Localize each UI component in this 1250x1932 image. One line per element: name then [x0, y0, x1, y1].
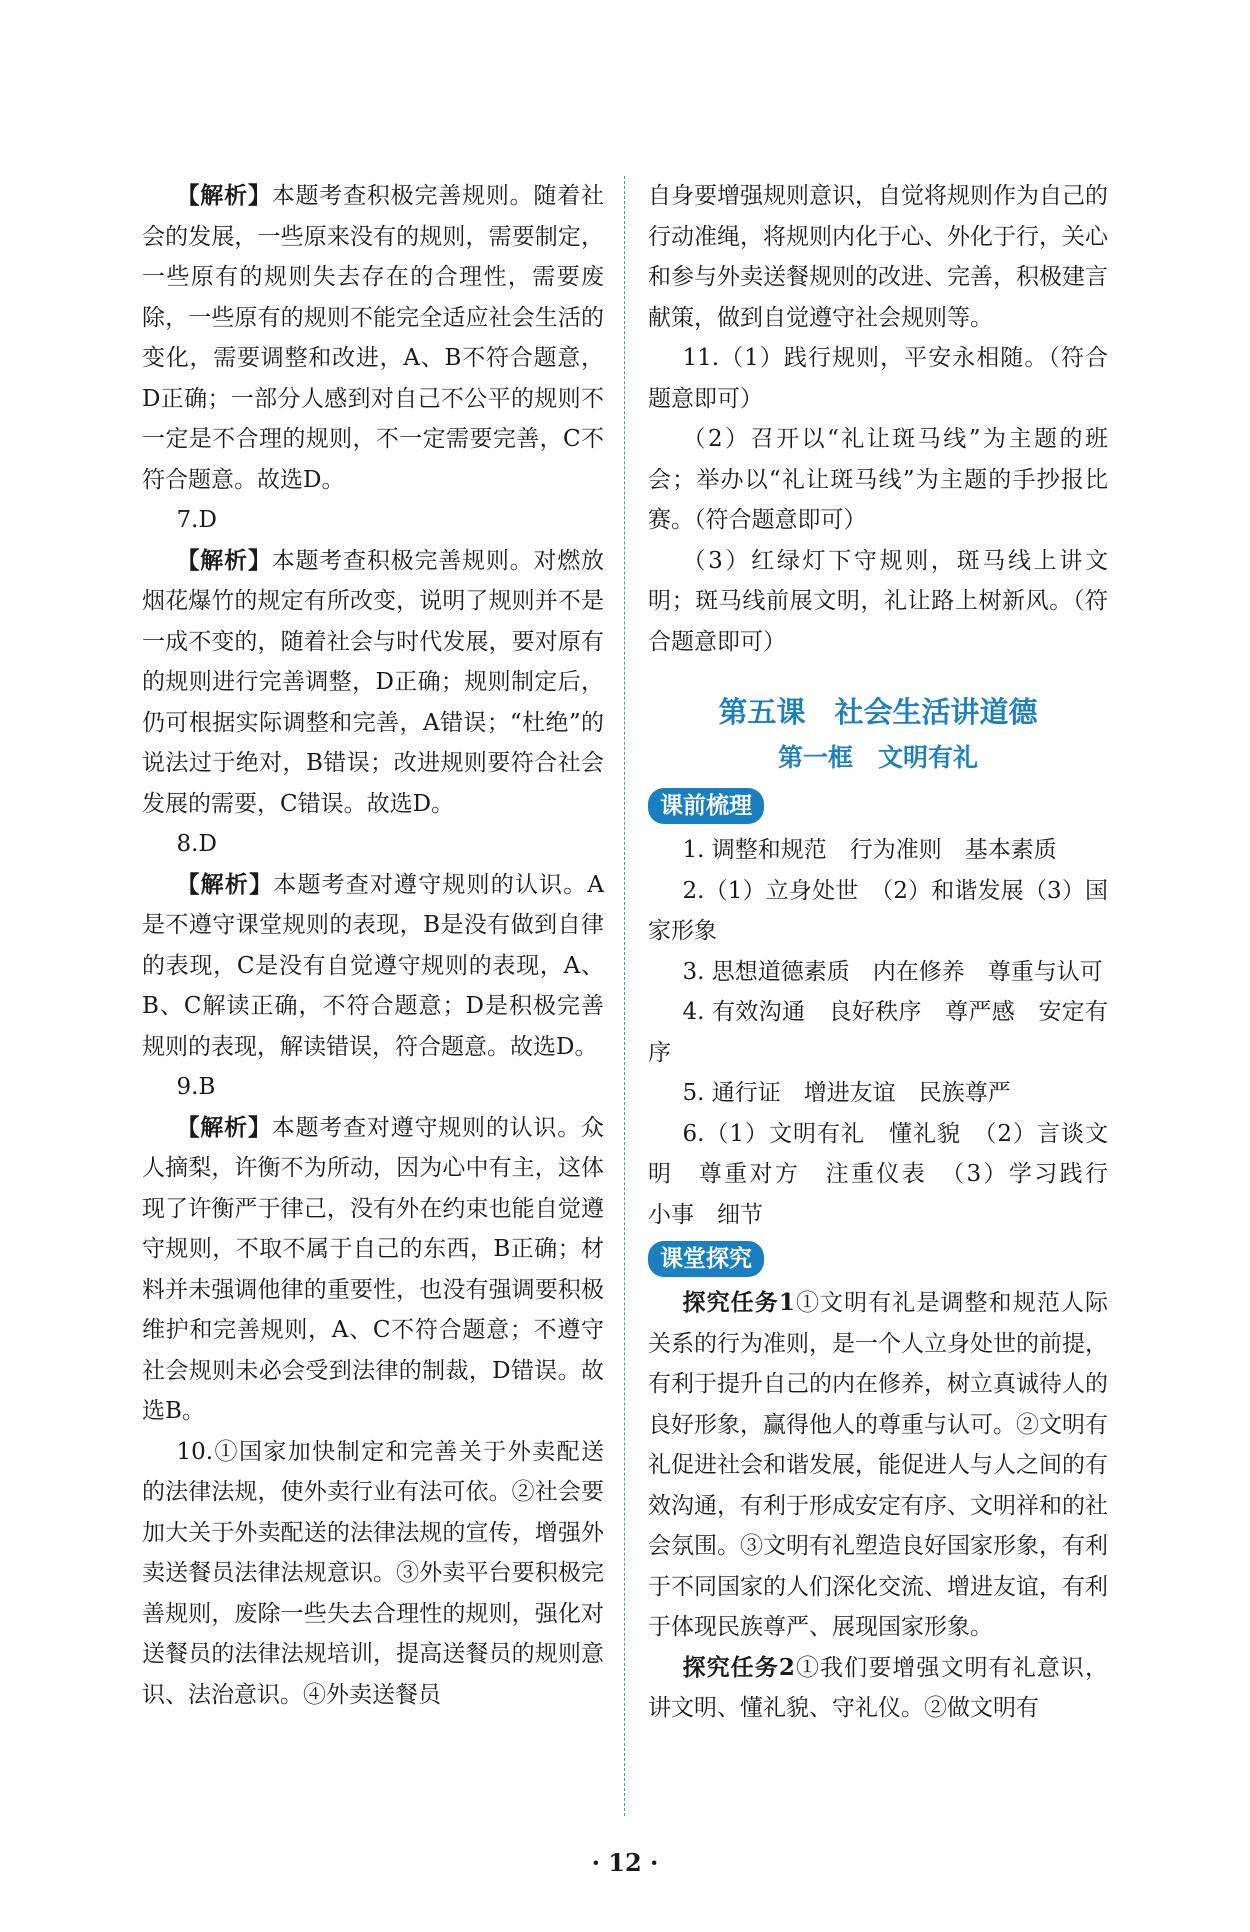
paragraph-text: 本题考查积极完善规则。对燃放烟花爆竹的规定有所改变，说明了规则并不是一成不变的，随着社会与时代发展，要对原有的规则进行完善调整，D正确；规则制定后，仍可根据实际调整和完善，A错误；“杜绝”的说法过于绝对，B错误；改进规则要符合社会发展的需要，C错误。故选D。 — [142, 547, 605, 817]
list-item: 4. 有效沟通 良好秩序 尊严感 安定有序 — [648, 999, 1108, 1066]
answer-paragraph — [142, 1432, 604, 1716]
paragraph-text: 本题考查积极完善规则。随着社会的发展，一些原来没有的规则，需要制定，一些原有的规则失去存在的合理性，需要废除，一些原有的规则不能完全适应社会生活的变化，需要调整和改进，A、B不符合题意，D正确；一部分人感到对自己不公平的规则不一定是不合理的规则，不一定需要完善，C不符合题意。故选D。 — [142, 183, 605, 493]
paragraph-text: 本题考查对遵守规则的认识。众人摘梨，许衡不为所动，因为心中有主，这体现了许衡严于律己，没有外在约束也能自觉遵守规则，不取不属于自己的东西，B正确；材料并未强调他律的重要性，也没有强调要积极维护和完善规则，A、C不符合题意；不遵守社会规则未必会受到法律的制裁，D错误。故选B。 — [142, 1114, 605, 1424]
list-item: 3. 思想道德素质 内在修养 尊重与认可 — [682, 958, 1103, 985]
column-divider — [624, 176, 625, 1816]
paragraph-text: ①我们要增强文明有礼意识，讲文明、懂礼貌、守礼仪。②做文明有 — [648, 1654, 1108, 1721]
paragraph-text: 7.D — [176, 507, 217, 533]
answer-paragraph — [142, 865, 604, 1068]
paragraph-text: 本题考查对遵守规则的认识。A是不遵守课堂规则的表现，B是没有做到自律的表现，C是没有自觉遵守规则的表现，A、B、C解读正确，不符合题意；D是积极完善规则的表现，解读错误，符合题意。故选D。 — [142, 871, 604, 1060]
list-item: 1. 调整和规范 行为准则 基本素质 — [682, 837, 1057, 863]
answer-paragraph — [142, 500, 604, 541]
answer-paragraph — [142, 176, 604, 500]
answer-tag: 【解析】 — [176, 546, 272, 574]
left-column — [142, 176, 604, 1715]
paragraph-text: 8.D — [176, 831, 217, 857]
pre-class-answer-list — [648, 830, 1131, 1235]
right-column — [648, 176, 1131, 1729]
lesson-title: 第五课 社会生活讲道德 — [718, 695, 1038, 729]
paragraph-text: 10.①国家加快制定和完善关于外卖配送的法律法规，使外卖行业有法可依。②社会要加大关于外卖配送的法律法规的宣传，增强外卖送餐员法律法规意识。③外卖平台要积极完善规则，废除一些失去合理性的规则，强化对送餐员的法律法规培训，提高送餐员的规则意识、法治意识。④外卖送餐员 — [142, 1438, 604, 1708]
answers-continued — [648, 176, 1108, 662]
answer-tag: 【解析】 — [176, 1113, 272, 1141]
inquiry-task — [648, 1283, 1108, 1648]
answer-paragraph: （2）召开以“礼让斑马线”为主题的班会；举办以“礼让斑马线”为主题的手抄报比赛。（符合题意即可） — [648, 426, 1108, 533]
answer-paragraph — [142, 541, 604, 825]
list-item: 2.（1）立身处世 （2）和谐发展（3）国家形象 — [648, 877, 1108, 944]
answer-paragraph: （3）红绿灯下守规则，斑马线上讲文明；斑马线前展文明，礼让路上树新风。（符合题意即可） — [648, 547, 1108, 655]
answer-tag: 【解析】 — [176, 182, 272, 209]
answer-tag: 探究任务2 — [682, 1653, 795, 1681]
section-class-inquiry: 课堂探究 — [648, 1241, 764, 1277]
paragraph-text: 9.B — [176, 1074, 216, 1100]
answer-paragraph — [142, 1108, 604, 1432]
list-item: 5. 通行证 增进友谊 民族尊严 — [682, 1080, 1011, 1106]
page-number: · 12 · — [591, 1848, 659, 1877]
answer-paragraph — [142, 1067, 604, 1108]
answer-tag: 探究任务1 — [682, 1289, 795, 1316]
frame-title: 第一框 文明有礼 — [777, 743, 978, 772]
answer-tag: 【解析】 — [176, 870, 274, 898]
section-pre-class-review: 课前梳理 — [648, 788, 764, 824]
inquiry-task — [648, 1648, 1108, 1729]
answer-paragraph: 自身要增强规则意识，自觉将规则作为自己的行动准绳，将规则内化于心、外化于行，关心和参与外卖送餐规则的改进、完善，积极建言献策，做到自觉遵守社会规则等。 — [648, 183, 1108, 331]
inquiry-task-list — [648, 1283, 1108, 1729]
paragraph-text: ①文明有礼是调整和规范人际关系的行为准则，是一个人立身处世的前提，有利于提升自己的内在修养，树立真诚待人的良好形象，赢得他人的尊重与认可。②文明有礼促进社会和谐发展，能促进人与人之间的有效沟通，有利于形成安定有序、文明祥和的社会氛围。③文明有礼塑造良好国家形象，有利于不同国家的人们深化交流、增进友谊，有利于体现民族尊严、展现国家形象。 — [648, 1290, 1108, 1640]
list-item: 6.（1）文明有礼 懂礼貌 （2）言谈文明 尊重对方 注重仪表 （3）学习践行 小事 细节 — [648, 1120, 1131, 1228]
answer-paragraph — [142, 824, 604, 865]
answer-paragraph: 11.（1）践行规则，平安永相随。（符合题意即可） — [648, 345, 1108, 412]
